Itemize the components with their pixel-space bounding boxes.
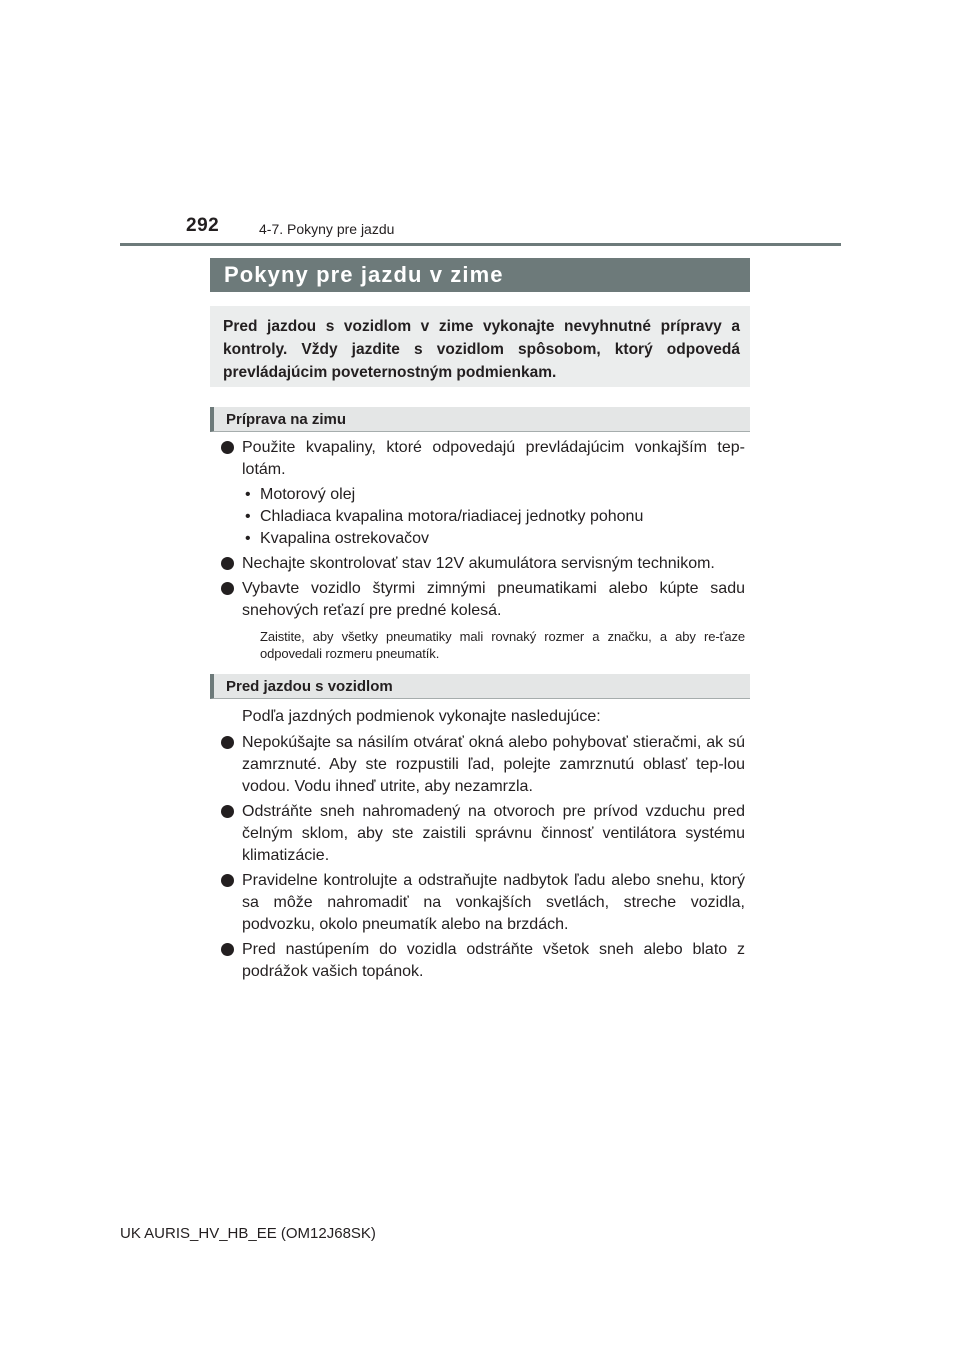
intro-box xyxy=(210,306,750,387)
intro-text: Pred jazdou s vozidlom v zime vykonajte nevyhnutné prípravy a kontroly. Vždy jazdite s vozidlom spôsobom, ktorý odpovedá prevládajúcim poveternostným podmienkam. xyxy=(223,318,740,381)
bullet-text: Nepokúšajte sa násilím otvárať okná alebo pohybovať stieračmi, ak sú zamrznuté. Aby ste rozpustili ľad, polejte zamrznutú oblasť tep-lou vodou. Vodu ihneď utrite, aby nezamrzla. xyxy=(242,734,745,795)
sub-bullet-icon: • xyxy=(245,530,251,547)
bullet-icon xyxy=(221,441,234,454)
footer-model-code: UK AURIS_HV_HB_EE (OM12J68SK) xyxy=(120,1225,376,1242)
bullet-text: Pred nastúpením do vozidla odstráňte všetok sneh alebo blato z podrážok vašich topánok. xyxy=(242,941,745,980)
bullet-icon xyxy=(221,557,234,570)
page-title: Pokyny pre jazdu v zime xyxy=(210,258,750,292)
list-item xyxy=(220,578,745,622)
section-path: 4-7. Pokyny pre jazdu xyxy=(259,221,395,237)
sub-item-text: Motorový olej xyxy=(260,486,356,503)
bullet-text: Vybavte vozidlo štyrmi zimnými pneumatikami alebo kúpte sadu snehových reťazí pre predné kolesá. xyxy=(242,580,745,619)
bullet-text: Odstráňte sneh nahromadený na otvoroch pre prívod vzduchu pred čelným sklom, aby ste zaistili správnu činnosť ventilátora systému klimatizácie. xyxy=(242,803,745,864)
list-item xyxy=(220,732,745,798)
header-rule xyxy=(120,243,841,246)
before-driving-content xyxy=(220,706,745,986)
bullet-text: Nechajte skontrolovať stav 12V akumulátora servisným technikom. xyxy=(242,555,715,572)
sub-bullet-icon: • xyxy=(245,508,251,525)
bullet-icon xyxy=(221,582,234,595)
bullet-text: Použite kvapaliny, ktoré odpovedajú prevládajúcim vonkajším tep-lotám. xyxy=(242,439,745,478)
list-item xyxy=(220,553,745,575)
bullet-text: Pravidelne kontrolujte a odstraňujte nadbytok ľadu alebo snehu, ktorý sa môže nahromadiť na vonkajších svetlách, streche vozidla, podvozku, okolo pneumatík alebo na brzdách. xyxy=(242,872,745,933)
bullet-icon xyxy=(221,874,234,887)
sub-list-item xyxy=(220,506,745,528)
sub-item-text: Kvapalina ostrekovačov xyxy=(260,530,429,547)
list-item xyxy=(220,801,745,867)
sub-list-item xyxy=(220,528,745,550)
list-item xyxy=(220,870,745,936)
sub-list-item xyxy=(220,484,745,506)
note-text: Zaistite, aby všetky pneumatiky mali rovnaký rozmer a značku, a aby re-ťaze odpovedali rozmeru pneumatík. xyxy=(260,629,745,661)
sub-item-text: Chladiaca kvapalina motora/riadiacej jednotky pohonu xyxy=(260,508,644,525)
page-number: 292 xyxy=(186,215,220,236)
winter-prep-content xyxy=(220,437,745,662)
bullet-icon xyxy=(221,736,234,749)
lead-text: Podľa jazdných podmienok vykonajte nasledujúce: xyxy=(242,708,601,725)
sub-bullet-icon: • xyxy=(245,486,251,503)
list-item xyxy=(220,939,745,983)
bullet-icon xyxy=(221,943,234,956)
section-heading-before-driving: Pred jazdou s vozidlom xyxy=(210,674,750,699)
bullet-icon xyxy=(221,805,234,818)
list-item xyxy=(220,437,745,481)
section-heading-winter-prep: Príprava na zimu xyxy=(210,407,750,432)
